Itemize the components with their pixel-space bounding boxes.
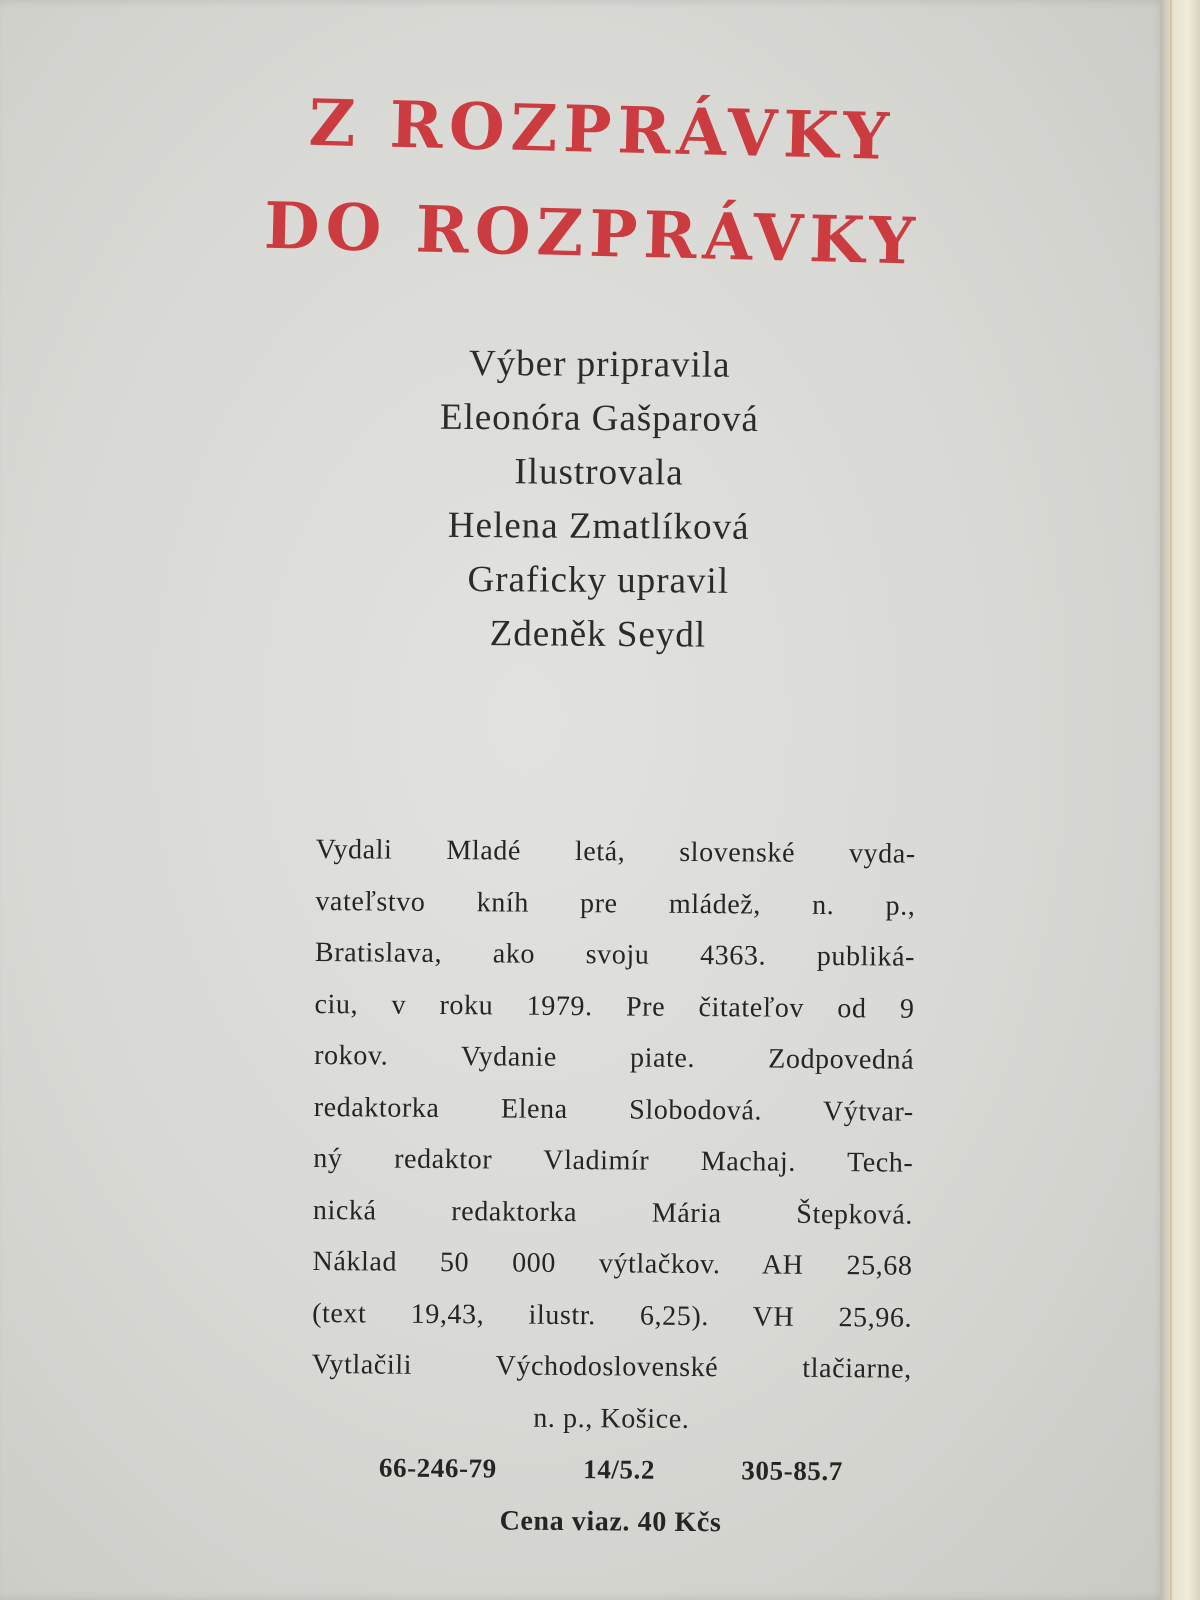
credit-selection-name: Eleonóra Gašparová (439, 396, 760, 440)
book-title-line-1: Z ROZPRÁVKY (307, 85, 896, 176)
credits-block (328, 336, 870, 664)
publication-code: 14/5.2 (583, 1454, 656, 1485)
imprint-line: Bratislava, ako svoju 4363. publiká- (314, 936, 916, 973)
publication-code: 305-85.7 (741, 1455, 844, 1487)
imprint-line: nická redaktorka Mária Štepková. (312, 1194, 914, 1231)
imprint-line: Vytlačili Východoslovenské tlačiarne, (311, 1348, 912, 1385)
price-label: Cena viaz. 40 Kčs (499, 1504, 722, 1538)
imprint-line: ný redaktor Vladimír Machaj. Tech- (313, 1142, 914, 1179)
imprint-line: Vydali Mladé letá, slovenské vyda- (315, 833, 916, 870)
credit-graphic-name: Zdeněk Seydl (489, 613, 707, 656)
imprint-line: rokov. Vydanie piate. Zodpovedná (314, 1039, 915, 1076)
imprint-line: (text 19,43, ilustr. 6,25). VH 25,96. (312, 1297, 913, 1334)
imprint-line: Náklad 50 000 výtlačkov. AH 25,68 (312, 1245, 913, 1282)
credit-selection-label: Výber pripravila (468, 342, 731, 386)
imprint-line: vateľstvo kníh pre mládež, n. p., (315, 885, 916, 922)
imprint-line: ciu, v roku 1979. Pre čitateľov od 9 (314, 988, 915, 1025)
book-title-line-2: DO ROZPRÁVKY (263, 188, 922, 280)
publication-code: 66-246-79 (378, 1452, 497, 1484)
imprint-last-line: n. p., Košice. (533, 1402, 690, 1435)
book-title (235, 70, 980, 296)
imprint-line: redaktorka Elena Slobodová. Výtvar- (313, 1091, 914, 1128)
book-page-edge (1160, 0, 1200, 1600)
imprint-block (310, 824, 916, 1550)
credit-graphic-label: Graficky upravil (467, 558, 730, 602)
book-page-edge-line (1170, 0, 1172, 1600)
credit-illustration-name: Helena Zmatlíková (447, 504, 750, 548)
credit-illustration-label: Ilustrovala (514, 451, 684, 494)
publication-codes (311, 1442, 911, 1498)
